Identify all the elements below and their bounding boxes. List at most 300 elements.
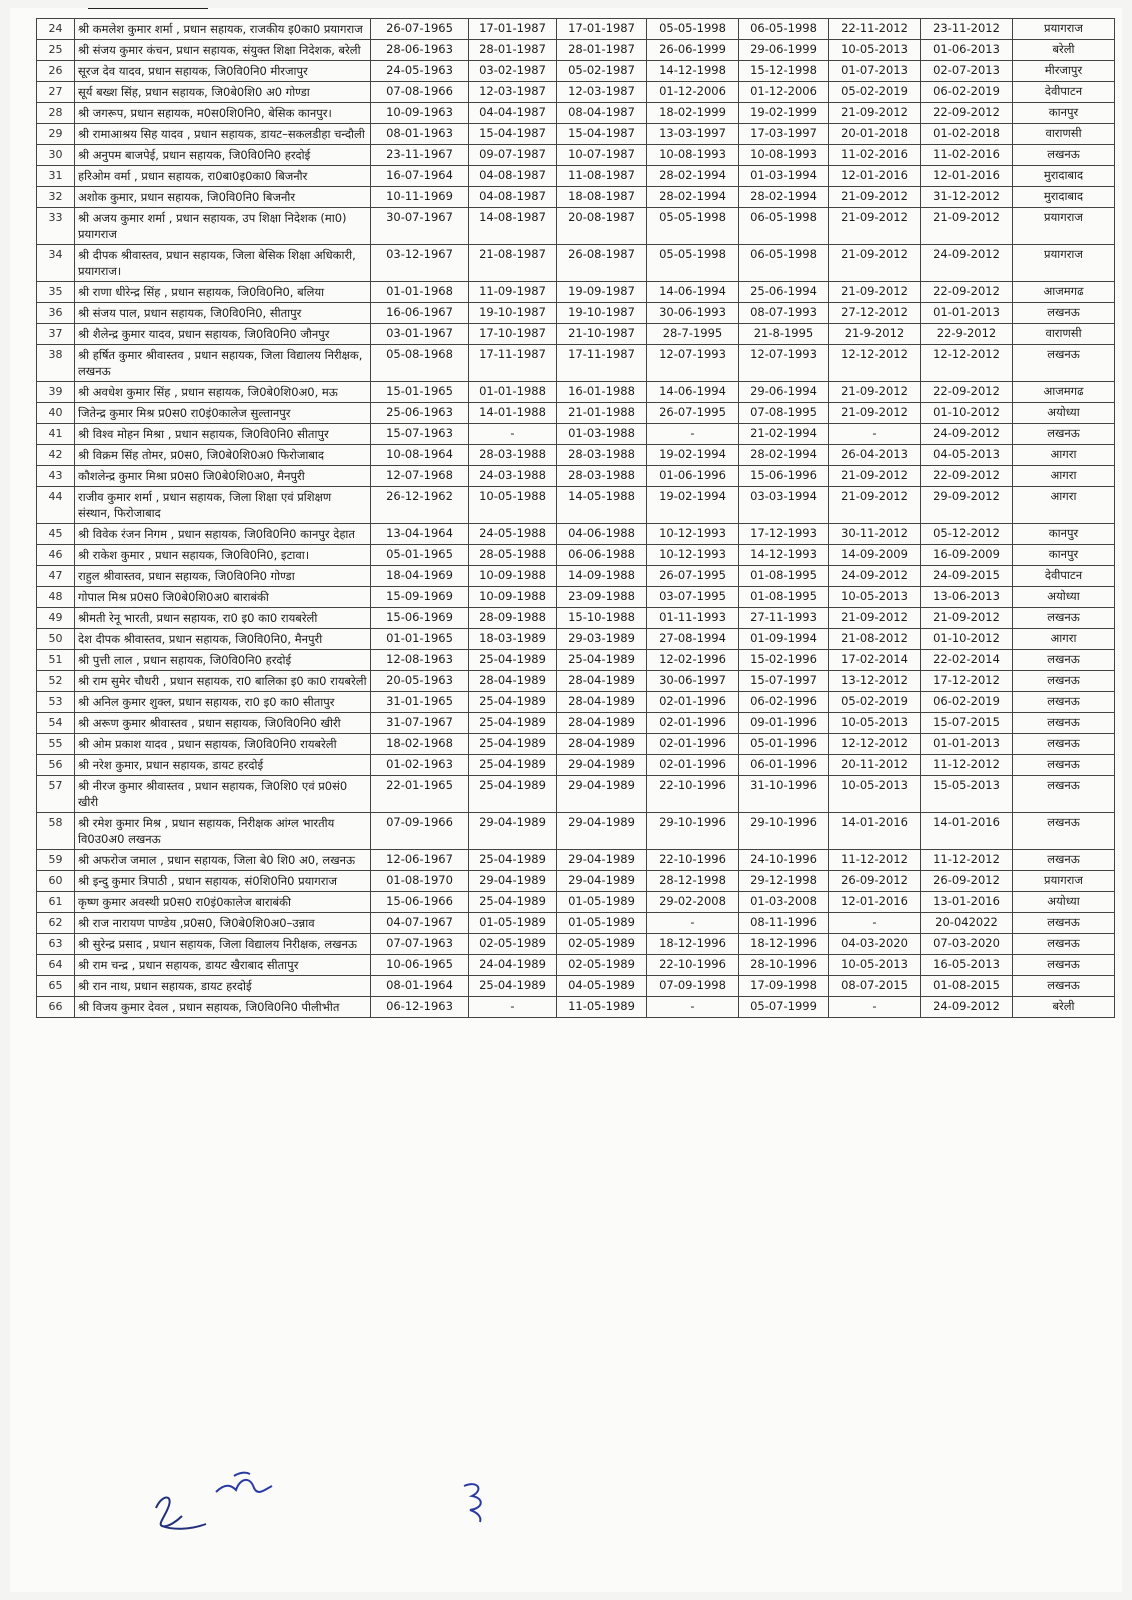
table-row	[37, 166, 1115, 187]
region-cell: प्रयागराज	[1013, 245, 1115, 282]
serial-number-cell: 50	[37, 629, 75, 650]
date-cell-5: 01-03-2008	[739, 892, 829, 913]
birth-date-cell: 12-07-1968	[371, 466, 469, 487]
date-cell-2: 04-08-1987	[469, 187, 557, 208]
employee-name-cell: सूरज देव यादव, प्रधान सहायक, जि0वि0नि0 मीरजापुर	[75, 61, 371, 82]
birth-date-cell: 31-07-1967	[371, 713, 469, 734]
date-cell-3: 12-03-1987	[557, 82, 647, 103]
table-row	[37, 776, 1115, 813]
date-cell-4: 18-02-1999	[647, 103, 739, 124]
date-cell-7: 13-06-2013	[921, 587, 1013, 608]
date-cell-4: 26-07-1995	[647, 403, 739, 424]
serial-number-cell: 32	[37, 187, 75, 208]
serial-number-cell: 43	[37, 466, 75, 487]
table-row	[37, 934, 1115, 955]
table-row	[37, 892, 1115, 913]
date-cell-7: 01-01-2013	[921, 734, 1013, 755]
employee-name-cell: श्री इन्दु कुमार त्रिपाठी , प्रधान सहायक, सं0शि0नि0 प्रयागराज	[75, 871, 371, 892]
date-cell-2: 04-04-1987	[469, 103, 557, 124]
date-cell-7: 11-12-2012	[921, 850, 1013, 871]
date-cell-4: 12-07-1993	[647, 345, 739, 382]
birth-date-cell: 04-07-1967	[371, 913, 469, 934]
employee-name-cell: श्री सुरेन्द्र प्रसाद , प्रधान सहायक, जिला विद्यालय निरीक्षक, लखनऊ	[75, 934, 371, 955]
employee-name-cell: सूर्य बख्श सिंह, प्रधान सहायक, जि0बे0शि0 अ0 गोण्डा	[75, 82, 371, 103]
date-cell-7: 02-07-2013	[921, 61, 1013, 82]
date-cell-7: 17-12-2012	[921, 671, 1013, 692]
employee-name-cell: श्री राम चन्द्र , प्रधान सहायक, डायट खैराबाद सीतापुर	[75, 955, 371, 976]
region-cell: कानपुर	[1013, 524, 1115, 545]
date-cell-2: 25-04-1989	[469, 755, 557, 776]
table-row	[37, 466, 1115, 487]
date-cell-5: 08-07-1993	[739, 303, 829, 324]
date-cell-5: 18-12-1996	[739, 934, 829, 955]
date-cell-5: 15-12-1998	[739, 61, 829, 82]
date-cell-5: 19-02-1999	[739, 103, 829, 124]
date-cell-6: 21-09-2012	[829, 245, 921, 282]
date-cell-6: 08-07-2015	[829, 976, 921, 997]
employee-name-cell: श्री हर्षित कुमार श्रीवास्तव , प्रधान सहायक, जिला विद्यालय निरीक्षक, लखनऊ	[75, 345, 371, 382]
date-cell-7: 22-09-2012	[921, 466, 1013, 487]
date-cell-4: 19-02-1994	[647, 445, 739, 466]
date-cell-7: 01-06-2013	[921, 40, 1013, 61]
date-cell-5: 06-05-1998	[739, 208, 829, 245]
employee-name-cell: श्री विक्रम सिंह तोमर, प्र0स0, जि0बे0शि0अ0 फिरोजाबाद	[75, 445, 371, 466]
birth-date-cell: 31-01-1965	[371, 692, 469, 713]
date-cell-7: 01-10-2012	[921, 403, 1013, 424]
serial-number-cell: 63	[37, 934, 75, 955]
date-cell-2: 28-05-1988	[469, 545, 557, 566]
table-row	[37, 955, 1115, 976]
birth-date-cell: 10-06-1965	[371, 955, 469, 976]
region-cell: लखनऊ	[1013, 424, 1115, 445]
date-cell-3: 21-10-1987	[557, 324, 647, 345]
region-cell: लखनऊ	[1013, 692, 1115, 713]
date-cell-4: 01-12-2006	[647, 82, 739, 103]
table-row	[37, 103, 1115, 124]
region-cell: मीरजापुर	[1013, 61, 1115, 82]
region-cell: बरेली	[1013, 997, 1115, 1018]
region-cell: आगरा	[1013, 487, 1115, 524]
region-cell: लखनऊ	[1013, 913, 1115, 934]
date-cell-5: 01-12-2006	[739, 82, 829, 103]
employee-name-cell: श्री रान नाथ, प्रधान सहायक, डायट हरदोई	[75, 976, 371, 997]
date-cell-5: 14-12-1993	[739, 545, 829, 566]
date-cell-3: 28-04-1989	[557, 692, 647, 713]
birth-date-cell: 20-05-1963	[371, 671, 469, 692]
employee-name-cell: श्री राकेश कुमार , प्रधान सहायक, जि0वि0नि0, इटावा।	[75, 545, 371, 566]
region-cell: अयोध्या	[1013, 587, 1115, 608]
region-cell: वाराणसी	[1013, 124, 1115, 145]
table-row	[37, 608, 1115, 629]
region-cell: मुरादाबाद	[1013, 166, 1115, 187]
date-cell-3: 11-05-1989	[557, 997, 647, 1018]
date-cell-6: 21-09-2012	[829, 608, 921, 629]
date-cell-3: 26-08-1987	[557, 245, 647, 282]
serial-number-cell: 45	[37, 524, 75, 545]
date-cell-5: 29-12-1998	[739, 871, 829, 892]
serial-number-cell: 31	[37, 166, 75, 187]
serial-number-cell: 62	[37, 913, 75, 934]
signature-3	[450, 1476, 500, 1526]
date-cell-2: -	[469, 424, 557, 445]
region-cell: प्रयागराज	[1013, 871, 1115, 892]
employee-name-cell: श्री नरेश कुमार, प्रधान सहायक, डायट हरदोई	[75, 755, 371, 776]
date-cell-4: 02-01-1996	[647, 755, 739, 776]
date-cell-6: 12-01-2016	[829, 892, 921, 913]
region-cell: लखनऊ	[1013, 671, 1115, 692]
date-cell-5: 28-02-1994	[739, 187, 829, 208]
date-cell-5: 31-10-1996	[739, 776, 829, 813]
birth-date-cell: 16-07-1964	[371, 166, 469, 187]
date-cell-7: 31-12-2012	[921, 187, 1013, 208]
date-cell-5: 07-08-1995	[739, 403, 829, 424]
employee-name-cell: श्री पुत्ती लाल , प्रधान सहायक, जि0वि0नि0 हरदोई	[75, 650, 371, 671]
date-cell-6: 12-01-2016	[829, 166, 921, 187]
date-cell-3: 04-05-1989	[557, 976, 647, 997]
date-cell-5: 01-08-1995	[739, 587, 829, 608]
serial-number-cell: 40	[37, 403, 75, 424]
date-cell-6: 21-09-2012	[829, 403, 921, 424]
date-cell-5: 15-02-1996	[739, 650, 829, 671]
date-cell-3: 10-07-1987	[557, 145, 647, 166]
date-cell-3: 01-05-1989	[557, 892, 647, 913]
employee-name-cell: श्री ओम प्रकाश यादव , प्रधान सहायक, जि0वि0नि0 रायबरेली	[75, 734, 371, 755]
serial-number-cell: 58	[37, 813, 75, 850]
birth-date-cell: 15-06-1966	[371, 892, 469, 913]
date-cell-2: 12-03-1987	[469, 82, 557, 103]
region-cell: आजमगढ	[1013, 382, 1115, 403]
region-cell: अयोध्या	[1013, 892, 1115, 913]
region-cell: अयोध्या	[1013, 403, 1115, 424]
serial-number-cell: 54	[37, 713, 75, 734]
region-cell: वाराणसी	[1013, 324, 1115, 345]
birth-date-cell: 26-07-1965	[371, 19, 469, 40]
employee-name-cell: श्री विश्व मोहन मिश्रा , प्रधान सहायक, जि0वि0नि0 सीतापुर	[75, 424, 371, 445]
date-cell-4: 28-7-1995	[647, 324, 739, 345]
date-cell-6: 17-02-2014	[829, 650, 921, 671]
birth-date-cell: 23-11-1967	[371, 145, 469, 166]
date-cell-6: 21-09-2012	[829, 282, 921, 303]
date-cell-5: 28-02-1994	[739, 445, 829, 466]
serial-number-cell: 30	[37, 145, 75, 166]
serial-number-cell: 47	[37, 566, 75, 587]
date-cell-2: 18-03-1989	[469, 629, 557, 650]
date-cell-5: 05-01-1996	[739, 734, 829, 755]
employee-name-cell: श्री अनिल कुमार शुक्ल, प्रधान सहायक, रा0 इ0 का0 सीतापुर	[75, 692, 371, 713]
date-cell-5: 17-03-1997	[739, 124, 829, 145]
birth-date-cell: 06-12-1963	[371, 997, 469, 1018]
date-cell-5: 15-07-1997	[739, 671, 829, 692]
date-cell-5: 10-08-1993	[739, 145, 829, 166]
date-cell-4: 28-02-1994	[647, 166, 739, 187]
date-cell-4: 14-06-1994	[647, 282, 739, 303]
date-cell-7: 12-12-2012	[921, 345, 1013, 382]
table-row	[37, 382, 1115, 403]
date-cell-4: 27-08-1994	[647, 629, 739, 650]
table-row	[37, 524, 1115, 545]
employee-name-cell: हरिओम वर्मा , प्रधान सहायक, रा0बा0इ0का0 बिजनौर	[75, 166, 371, 187]
serial-number-cell: 37	[37, 324, 75, 345]
table-row	[37, 997, 1115, 1018]
date-cell-2: 28-01-1987	[469, 40, 557, 61]
date-cell-5: 21-02-1994	[739, 424, 829, 445]
date-cell-2: 24-04-1989	[469, 955, 557, 976]
birth-date-cell: 24-05-1963	[371, 61, 469, 82]
serial-number-cell: 61	[37, 892, 75, 913]
date-cell-4: 19-02-1994	[647, 487, 739, 524]
birth-date-cell: 05-08-1968	[371, 345, 469, 382]
date-cell-3: 21-01-1988	[557, 403, 647, 424]
date-cell-4: 28-12-1998	[647, 871, 739, 892]
table-row	[37, 650, 1115, 671]
birth-date-cell: 15-09-1969	[371, 587, 469, 608]
date-cell-5: 01-09-1994	[739, 629, 829, 650]
table-row	[37, 345, 1115, 382]
date-cell-6: -	[829, 913, 921, 934]
employee-name-cell: राजीव कुमार शर्मा , प्रधान सहायक, जिला शिक्षा एवं प्रशिक्षण संस्थान, फिरोजाबाद	[75, 487, 371, 524]
date-cell-7: 11-02-2016	[921, 145, 1013, 166]
date-cell-7: 16-05-2013	[921, 955, 1013, 976]
serial-number-cell: 48	[37, 587, 75, 608]
birth-date-cell: 15-06-1969	[371, 608, 469, 629]
employee-name-cell: गोपाल मिश्र प्र0स0 जि0बे0शि0अ0 बाराबंकी	[75, 587, 371, 608]
date-cell-5: 09-01-1996	[739, 713, 829, 734]
date-cell-7: 07-03-2020	[921, 934, 1013, 955]
date-cell-6: 05-02-2019	[829, 692, 921, 713]
table-row	[37, 850, 1115, 871]
date-cell-5: 08-11-1996	[739, 913, 829, 934]
top-rule	[88, 8, 208, 9]
date-cell-4: 02-01-1996	[647, 713, 739, 734]
birth-date-cell: 30-07-1967	[371, 208, 469, 245]
date-cell-7: 06-02-2019	[921, 82, 1013, 103]
date-cell-3: 02-05-1989	[557, 955, 647, 976]
serial-number-cell: 49	[37, 608, 75, 629]
birth-date-cell: 03-01-1967	[371, 324, 469, 345]
table-row	[37, 245, 1115, 282]
date-cell-5: 29-06-1994	[739, 382, 829, 403]
serial-number-cell: 46	[37, 545, 75, 566]
date-cell-4: 22-10-1996	[647, 776, 739, 813]
date-cell-6: 21-09-2012	[829, 187, 921, 208]
date-cell-2: 25-04-1989	[469, 713, 557, 734]
date-cell-7: 13-01-2016	[921, 892, 1013, 913]
birth-date-cell: 10-09-1963	[371, 103, 469, 124]
serial-number-cell: 59	[37, 850, 75, 871]
employee-name-cell: श्री अनुपम बाजपेई, प्रधान सहायक, जि0वि0नि0 हरदोई	[75, 145, 371, 166]
date-cell-4: 13-03-1997	[647, 124, 739, 145]
serial-number-cell: 65	[37, 976, 75, 997]
employee-name-cell: श्री नीरज कुमार श्रीवास्तव , प्रधान सहायक, जि0शि0 एवं प्र0सं0 खीरी	[75, 776, 371, 813]
seniority-table	[36, 18, 1115, 1018]
employee-name-cell: श्री दीपक श्रीवास्तव, प्रधान सहायक, जिला बेसिक शिक्षा अधिकारी, प्रयागराज।	[75, 245, 371, 282]
date-cell-7: 20-042022	[921, 913, 1013, 934]
signature-2	[210, 1468, 280, 1508]
date-cell-6: 10-05-2013	[829, 40, 921, 61]
employee-name-cell: कृष्ण कुमार अवस्थी प्र0स0 रा0इं0कालेज बाराबंकी	[75, 892, 371, 913]
birth-date-cell: 03-12-1967	[371, 245, 469, 282]
serial-number-cell: 64	[37, 955, 75, 976]
birth-date-cell: 08-01-1963	[371, 124, 469, 145]
serial-number-cell: 60	[37, 871, 75, 892]
date-cell-4: 02-01-1996	[647, 692, 739, 713]
serial-number-cell: 57	[37, 776, 75, 813]
date-cell-6: 10-05-2013	[829, 955, 921, 976]
serial-number-cell: 34	[37, 245, 75, 282]
table-row	[37, 566, 1115, 587]
date-cell-5: 17-09-1998	[739, 976, 829, 997]
date-cell-5: 06-05-1998	[739, 19, 829, 40]
date-cell-7: 01-10-2012	[921, 629, 1013, 650]
serial-number-cell: 39	[37, 382, 75, 403]
signature-1	[148, 1486, 218, 1536]
date-cell-3: 01-03-1988	[557, 424, 647, 445]
date-cell-6: 30-11-2012	[829, 524, 921, 545]
date-cell-2: 14-01-1988	[469, 403, 557, 424]
date-cell-4: 14-06-1994	[647, 382, 739, 403]
table-row	[37, 545, 1115, 566]
date-cell-2: 25-04-1989	[469, 850, 557, 871]
employee-name-cell: अशोक कुमार, प्रधान सहायक, जि0वि0नि0 बिजनौर	[75, 187, 371, 208]
date-cell-2: 29-04-1989	[469, 871, 557, 892]
date-cell-3: 11-08-1987	[557, 166, 647, 187]
date-cell-7: 24-09-2012	[921, 997, 1013, 1018]
region-cell: आगरा	[1013, 466, 1115, 487]
date-cell-5: 05-07-1999	[739, 997, 829, 1018]
employee-name-cell: जितेन्द्र कुमार मिश्र प्र0स0 रा0इं0कालेज सुल्तानपुर	[75, 403, 371, 424]
date-cell-4: -	[647, 913, 739, 934]
table-body	[37, 19, 1115, 1018]
date-cell-3: 28-03-1988	[557, 445, 647, 466]
date-cell-4: 10-12-1993	[647, 524, 739, 545]
table-row	[37, 629, 1115, 650]
date-cell-3: 28-04-1989	[557, 734, 647, 755]
region-cell: लखनऊ	[1013, 976, 1115, 997]
table-row	[37, 871, 1115, 892]
date-cell-7: 26-09-2012	[921, 871, 1013, 892]
region-cell: आजमगढ	[1013, 282, 1115, 303]
table-row	[37, 813, 1115, 850]
date-cell-4: 10-08-1993	[647, 145, 739, 166]
table-row	[37, 403, 1115, 424]
serial-number-cell: 29	[37, 124, 75, 145]
employee-name-cell: राहुल श्रीवास्तव, प्रधान सहायक, जि0वि0नि0 गोण्डा	[75, 566, 371, 587]
date-cell-6: 20-11-2012	[829, 755, 921, 776]
employee-name-cell: श्री राज नारायण पाण्डेय ,प्र0स0, जि0बे0शि0अ0–उन्नाव	[75, 913, 371, 934]
date-cell-6: -	[829, 424, 921, 445]
date-cell-3: 29-04-1989	[557, 813, 647, 850]
serial-number-cell: 66	[37, 997, 75, 1018]
date-cell-7: 01-02-2018	[921, 124, 1013, 145]
serial-number-cell: 55	[37, 734, 75, 755]
date-cell-4: 26-06-1999	[647, 40, 739, 61]
date-cell-7: 05-12-2012	[921, 524, 1013, 545]
date-cell-6: 21-9-2012	[829, 324, 921, 345]
birth-date-cell: 15-07-1963	[371, 424, 469, 445]
date-cell-4: -	[647, 424, 739, 445]
date-cell-6: 05-02-2019	[829, 82, 921, 103]
date-cell-3: 25-04-1989	[557, 650, 647, 671]
date-cell-7: 29-09-2012	[921, 487, 1013, 524]
employee-name-cell: श्री अवधेश कुमार सिंह , प्रधान सहायक, जि0बे0शि0अ0, मऊ	[75, 382, 371, 403]
employee-name-cell: श्री रमेश कुमार मिश्र , प्रधान सहायक, निरीक्षक आंग्ल भारतीय वि0उ0अ0 लखनऊ	[75, 813, 371, 850]
serial-number-cell: 51	[37, 650, 75, 671]
region-cell: लखनऊ	[1013, 345, 1115, 382]
date-cell-6: 14-09-2009	[829, 545, 921, 566]
date-cell-2: 10-09-1988	[469, 566, 557, 587]
employee-name-cell: श्री कमलेश कुमार शर्मा , प्रधान सहायक, राजकीय इ0का0 प्रयागराज	[75, 19, 371, 40]
region-cell: देवीपाटन	[1013, 566, 1115, 587]
birth-date-cell: 01-02-1963	[371, 755, 469, 776]
region-cell: लखनऊ	[1013, 813, 1115, 850]
date-cell-7: 12-01-2016	[921, 166, 1013, 187]
date-cell-7: 14-01-2016	[921, 813, 1013, 850]
region-cell: लखनऊ	[1013, 713, 1115, 734]
date-cell-2: 25-04-1989	[469, 892, 557, 913]
region-cell: बरेली	[1013, 40, 1115, 61]
region-cell: लखनऊ	[1013, 934, 1115, 955]
birth-date-cell: 07-08-1966	[371, 82, 469, 103]
date-cell-7: 24-09-2012	[921, 424, 1013, 445]
serial-number-cell: 44	[37, 487, 75, 524]
date-cell-3: 29-04-1989	[557, 776, 647, 813]
birth-date-cell: 01-08-1970	[371, 871, 469, 892]
date-cell-7: 22-9-2012	[921, 324, 1013, 345]
employee-name-cell: श्री राम सुमेर चौधरी , प्रधान सहायक, रा0 बालिका इ0 का0 रायबरेली	[75, 671, 371, 692]
region-cell: लखनऊ	[1013, 608, 1115, 629]
date-cell-4: 12-02-1996	[647, 650, 739, 671]
table-row	[37, 124, 1115, 145]
table-row	[37, 61, 1115, 82]
date-cell-7: 21-09-2012	[921, 208, 1013, 245]
serial-number-cell: 26	[37, 61, 75, 82]
table-row	[37, 208, 1115, 245]
birth-date-cell: 26-12-1962	[371, 487, 469, 524]
date-cell-3: 28-04-1989	[557, 713, 647, 734]
date-cell-6: 10-05-2013	[829, 587, 921, 608]
date-cell-3: 17-11-1987	[557, 345, 647, 382]
serial-number-cell: 28	[37, 103, 75, 124]
birth-date-cell: 07-09-1966	[371, 813, 469, 850]
date-cell-4: 05-05-1998	[647, 19, 739, 40]
employee-name-cell: श्री जगरूप, प्रधान सहायक, म0स0शि0नि0, बेसिक कानपुर।	[75, 103, 371, 124]
date-cell-7: 15-05-2013	[921, 776, 1013, 813]
date-cell-4: 01-11-1993	[647, 608, 739, 629]
serial-number-cell: 56	[37, 755, 75, 776]
date-cell-3: 29-03-1989	[557, 629, 647, 650]
employee-name-cell: देश दीपक श्रीवास्तव, प्रधान सहायक, जि0वि0नि0, मैनपुरी	[75, 629, 371, 650]
date-cell-4: 07-09-1998	[647, 976, 739, 997]
birth-date-cell: 22-01-1965	[371, 776, 469, 813]
region-cell: कानपुर	[1013, 545, 1115, 566]
birth-date-cell: 13-04-1964	[371, 524, 469, 545]
region-cell: लखनऊ	[1013, 850, 1115, 871]
date-cell-6: 26-04-2013	[829, 445, 921, 466]
date-cell-2: 28-03-1988	[469, 445, 557, 466]
birth-date-cell: 10-08-1964	[371, 445, 469, 466]
serial-number-cell: 25	[37, 40, 75, 61]
date-cell-7: 24-09-2012	[921, 245, 1013, 282]
region-cell: देवीपाटन	[1013, 82, 1115, 103]
date-cell-7: 22-09-2012	[921, 282, 1013, 303]
date-cell-7: 22-09-2012	[921, 382, 1013, 403]
serial-number-cell: 35	[37, 282, 75, 303]
date-cell-5: 25-06-1994	[739, 282, 829, 303]
date-cell-7: 24-09-2015	[921, 566, 1013, 587]
serial-number-cell: 52	[37, 671, 75, 692]
date-cell-5: 15-06-1996	[739, 466, 829, 487]
date-cell-5: 12-07-1993	[739, 345, 829, 382]
